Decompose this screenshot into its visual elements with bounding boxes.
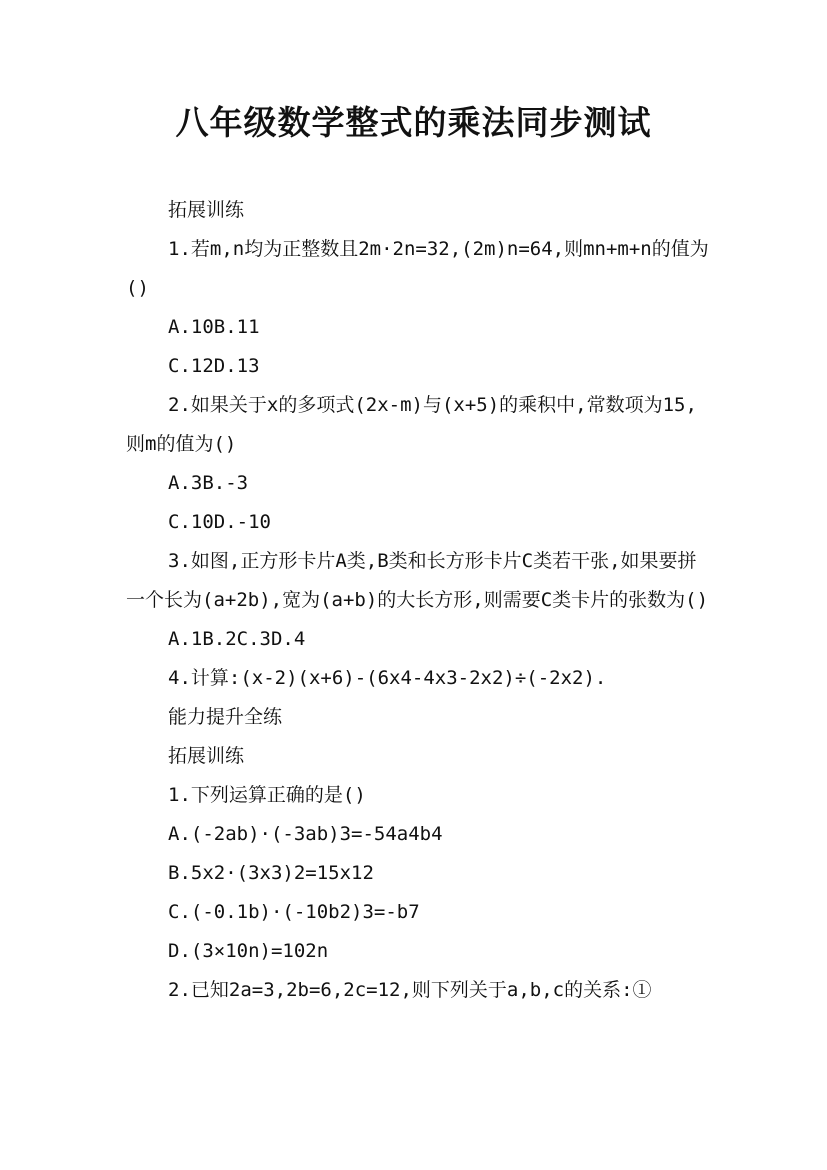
section-heading-extension-training-2: 拓展训练 bbox=[168, 745, 245, 767]
question-1-options-ab: A.10B.11 bbox=[168, 316, 260, 338]
question-5: 1.下列运算正确的是() bbox=[168, 784, 366, 806]
question-1: 1.若m,n均为正整数且2m·2n=32,(2m)n=64,则mn+m+n的值为() bbox=[126, 238, 709, 299]
question-5-option-a: A.(-2ab)·(-3ab)3=-54a4b4 bbox=[168, 823, 443, 845]
document-title: 八年级数学整式的乘法同步测试 bbox=[175, 103, 652, 142]
question-6: 2.已知2a=3,2b=6,2c=12,则下列关于a,b,c的关系:① bbox=[168, 979, 652, 1001]
question-2: 2.如果关于x的多项式(2x-m)与(x+5)的乘积中,常数项为15,则m的值为() bbox=[126, 394, 697, 455]
section-heading-ability: 能力提升全练 bbox=[168, 706, 283, 728]
document-body bbox=[126, 191, 710, 1010]
question-2-options-cd: C.10D.-10 bbox=[168, 511, 271, 533]
question-5-option-d: D.(3×10n)=102n bbox=[168, 940, 329, 962]
question-1-options-cd: C.12D.13 bbox=[168, 355, 260, 377]
question-5-option-c: C.(-0.1b)·(-10b2)3=-b7 bbox=[168, 901, 420, 923]
question-5-option-b: B.5x2·(3x3)2=15x12 bbox=[168, 862, 374, 884]
question-2-options-ab: A.3B.-3 bbox=[168, 472, 249, 494]
question-3: 3.如图,正方形卡片A类,B类和长方形卡片C类若干张,如果要拼一个长为(a+2b),宽为(a+b)的大长方形,则需要C类卡片的张数为() bbox=[126, 550, 709, 611]
section-heading-extension-training: 拓展训练 bbox=[168, 199, 245, 221]
question-4: 4.计算:(x-2)(x+6)-(6x4-4x3-2x2)÷(-2x2). bbox=[168, 667, 607, 689]
question-3-options: A.1B.2C.3D.4 bbox=[168, 628, 306, 650]
